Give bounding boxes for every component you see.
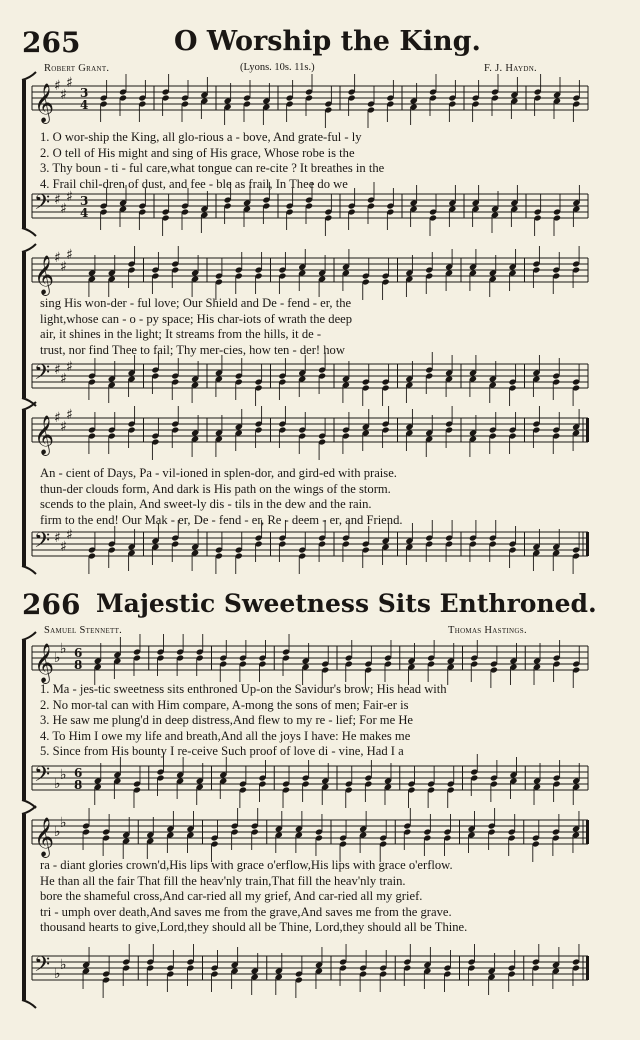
lyric-line: tri - umph over death,And saves me from the grave,And saves me from the grave. [40,904,452,919]
svg-text:𝄞: 𝄞 [34,83,55,123]
lyric-line: scends to the plain, And sweet-ly dis - tils in the dew and the rain. [40,497,372,512]
svg-text:♭: ♭ [54,776,61,792]
svg-text:3: 3 [80,194,89,208]
lyric-line: light,whose can - o - py space; His char-iots of wrath the deep [40,311,353,326]
svg-text:♯: ♯ [66,527,73,543]
lyric-line: 3. He saw me plung'd in deep distress,And flew to my re - lief; For me He [40,713,414,728]
hymn-265-number: 265 [22,26,81,59]
lyric-line: 4. To Him I owe my life and breath,And all the joys I have: He makes me [40,728,411,743]
svg-text:♭: ♭ [60,767,67,783]
lyric-line: 2. No mor-tal can with Him compare, A-mong the sons of men; Fair-er is [40,697,409,712]
svg-text:6: 6 [74,646,83,660]
svg-text:♯: ♯ [60,201,67,217]
hymn-266-author: Samuel Stennett. [44,625,123,636]
hymn-266-title: Majestic Sweetness Sits Enthroned. [96,589,597,618]
svg-text:♯: ♯ [54,410,61,426]
svg-text:3: 3 [80,86,89,100]
svg-text:𝄞: 𝄞 [34,817,55,857]
svg-text:♯: ♯ [54,530,61,546]
lyric-line: 5. Since from His bounty I re-ceive Such proof of love di - vine, Had I a [40,744,404,759]
svg-text:♯: ♯ [66,359,73,375]
hymn-265-meter: (Lyons. 10s. 11s.) [240,62,315,73]
lyric-line: sing His won-der - ful love; Our Shield and De - fend - er, the [40,296,352,310]
svg-text:♭: ♭ [60,641,67,657]
svg-text:6: 6 [74,766,83,780]
hymn-265-title: O Worship the King. [174,26,481,57]
lyric-line: ra - diant glories crown'd,His lips with grace o'erflow,His lips with grace o'erflow. [40,858,453,872]
svg-text:♭: ♭ [54,966,61,982]
svg-text:𝄢: 𝄢 [34,190,51,219]
lyric-line: trust, nor find Thee to fail; Thy mer-cies, how ten - der! how [40,342,345,357]
lyric-line: 1. O wor-ship the King, all glo-rious a - bove, And grate-ful - ly [40,130,362,144]
svg-text:♭: ♭ [54,650,61,666]
svg-text:♯: ♯ [54,250,61,266]
svg-text:♭: ♭ [60,815,67,831]
svg-text:8: 8 [74,778,83,792]
lyric-line: 3. Thy boun - ti - ful care,what tongue can re-cite ? It breathes in the [40,161,385,176]
svg-text:♭: ♭ [54,824,61,840]
lyric-line: 1. Ma - jes-tic sweetness sits enthroned Up-on the Saviour's brow; His head with [40,682,447,696]
lyric-line: An - cient of Days, Pa - vil-ioned in splen-dor, and gird-ed with praise. [40,466,397,480]
svg-text:♯: ♯ [60,371,67,387]
hymn-266-number: 266 [22,588,81,621]
hymn-265-author: Robert Grant. [44,63,110,74]
lyric-line: air, it shines in the light; It streams from the hills, it de - [40,327,322,342]
svg-text:𝄢: 𝄢 [34,952,51,981]
svg-text:4: 4 [80,206,89,220]
lyric-line: 2. O tell of His might and sing of His grace, Whose robe is the [40,145,355,160]
svg-text:4: 4 [80,98,89,112]
svg-text:♯: ♯ [66,407,73,423]
lyric-line: firm to the end! Our Mak - er, De - fend - er, Re - deem - er, and Friend. [40,512,403,527]
hymn-266-composer: Thomas Hastings. [448,625,527,636]
svg-text:𝄢: 𝄢 [34,528,51,557]
svg-text:♯: ♯ [54,78,61,94]
lyric-line: thun-der clouds form, And dark is His path on the wings of the storm. [40,481,391,496]
svg-text:♯: ♯ [54,192,61,208]
svg-text:♯: ♯ [60,419,67,435]
svg-text:♯: ♯ [60,259,67,275]
svg-text:♯: ♯ [54,362,61,378]
svg-text:𝄞: 𝄞 [34,255,55,295]
svg-text:♯: ♯ [66,75,73,91]
lyric-line: 4. Frail chil-dren of dust, and fee - ble as frail, In Thee do we [40,176,348,191]
lyric-line: thousand hearts to give,Lord,they should all be Thine, Lord,they should all be Thine. [40,920,468,935]
svg-text:𝄢: 𝄢 [34,762,51,791]
lyric-line: bore the shameful cross,And car-ried all my grief, And car-ried all my grief. [40,889,423,904]
svg-text:♯: ♯ [60,539,67,555]
svg-text:♭: ♭ [60,957,67,973]
svg-text:𝄞: 𝄞 [34,643,55,683]
svg-text:8: 8 [74,658,83,672]
svg-text:♯: ♯ [66,247,73,263]
svg-text:𝄞: 𝄞 [34,415,55,455]
svg-text:𝄢: 𝄢 [34,360,51,389]
svg-text:♯: ♯ [66,189,73,205]
hymn-266-lyrics-2 [40,858,586,936]
hymn-265-composer: F. J. Haydn. [484,63,537,74]
svg-text:♯: ♯ [60,87,67,103]
lyric-line: He than all the fair That fill the heav'nly train,That fill the heav'nly train. [40,873,406,888]
